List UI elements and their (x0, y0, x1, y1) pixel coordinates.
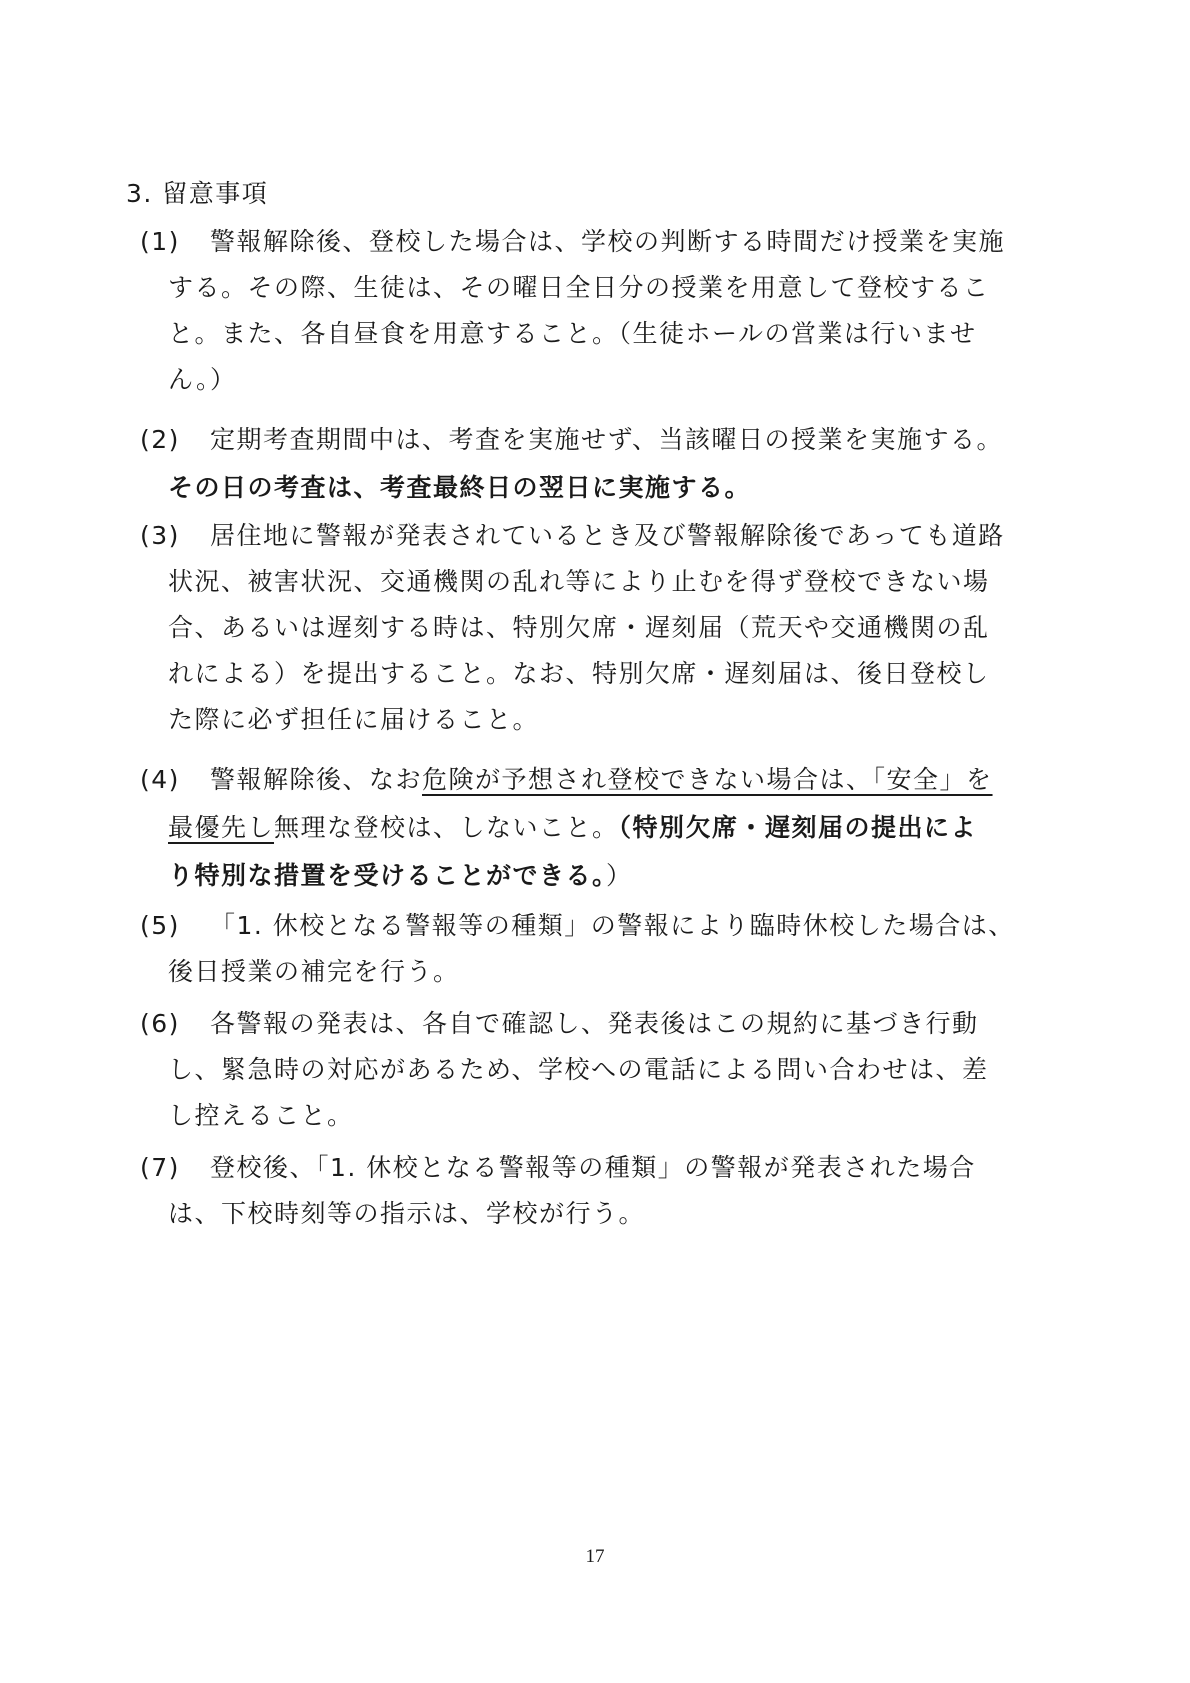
item-4-line-1 (140, 760, 993, 800)
item-3-line-1 (140, 516, 1005, 556)
item-4-text-2-underlined: 最優先し (168, 813, 275, 842)
item-6-line-2: し、緊急時の対応があるため、学校への電話による問い合わせは、差 (168, 1055, 989, 1084)
item-5-line-1 (140, 906, 1015, 946)
page-number: 17 (585, 1546, 605, 1567)
item-2-text-1: 定期考査期間中は、考査を実施せず、当該曜日の授業を実施する。 (210, 425, 1004, 454)
item-4-text-3-bold: り特別な措置を受けることができる。 (168, 861, 607, 890)
item-1-text-1: 警報解除後、登校した場合は、学校の判断する時間だけ授業を実施 (210, 227, 1006, 256)
item-7-line-1 (140, 1148, 976, 1188)
item-3-text-1: 居住地に警報が発表されているとき及び警報解除後であっても道路 (210, 521, 1005, 550)
section-title: 3. 留意事項 (126, 179, 269, 208)
item-4-text-1-underlined: 危険が予想され登校できない場合は、「安全」を (422, 765, 993, 794)
item-4-text-3-plain: ） (606, 861, 633, 890)
item-3-line-5: た際に必ず担任に届けること。 (168, 705, 540, 734)
item-6-number: (6) (140, 1009, 180, 1038)
item-4-line-2 (168, 808, 977, 848)
item-6-text-1: 各警報の発表は、各自で確認し、発表後はこの規約に基づき行動 (210, 1009, 979, 1038)
item-3-line-2: 状況、被害状況、交通機関の乱れ等により止むを得ず登校できない場 (168, 567, 990, 596)
item-3-number: (3) (140, 521, 180, 550)
item-6-line-1 (140, 1004, 979, 1044)
item-7-text-1: 登校後、「1. 休校となる警報等の種類」の警報が発表された場合 (210, 1153, 976, 1182)
item-1-line-2: する。その際、生徒は、その曜日全日分の授業を用意して登校するこ (168, 273, 990, 302)
item-4-text-2-bold: （特別欠席・遅刻届の提出によ (618, 813, 978, 842)
item-2-number: (2) (140, 425, 180, 454)
item-5-line-2: 後日授業の補完を行う。 (168, 957, 460, 986)
item-4-line-3 (168, 856, 633, 896)
item-7-number: (7) (140, 1153, 180, 1182)
item-5-number: (5) (140, 911, 180, 940)
item-6-line-3: し控えること。 (168, 1101, 354, 1130)
item-4-number: (4) (140, 765, 180, 794)
item-1-line-3: と。また、各自昼食を用意すること。（生徒ホールの営業は行いませ (168, 319, 977, 348)
item-4-text-1-plain: 警報解除後、なお (210, 765, 423, 794)
item-1-line-4: ん。） (168, 365, 237, 394)
item-2-bold-line: その日の考査は、考査最終日の翌日に実施する。 (168, 473, 752, 502)
item-4-text-2-plain: 無理な登校は、しないこと。 (274, 813, 619, 842)
item-1-number: (1) (140, 227, 180, 256)
item-3-line-3: 合、あるいは遅刻する時は、特別欠席・遅刻届（荒天や交通機関の乱 (168, 613, 990, 642)
item-1-line-1 (140, 222, 1005, 262)
item-7-line-2: は、下校時刻等の指示は、学校が行う。 (168, 1199, 646, 1228)
item-3-line-4: れによる）を提出すること。なお、特別欠席・遅刻届は、後日登校し (168, 659, 990, 688)
item-2-line-1 (140, 420, 1003, 460)
item-5-text-1: 「1. 休校となる警報等の種類」の警報により臨時休校した場合は、 (210, 911, 1015, 940)
